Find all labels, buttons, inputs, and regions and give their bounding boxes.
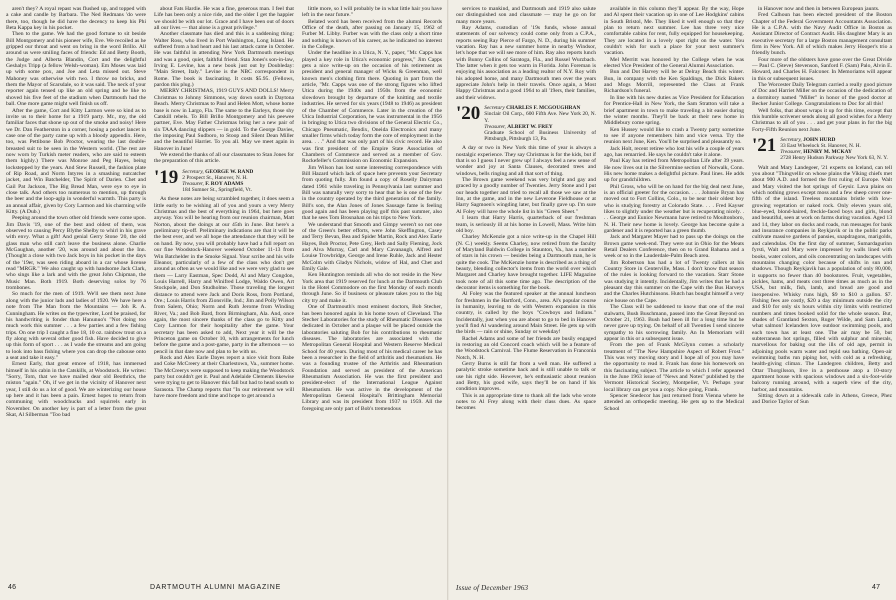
paragraph: We understand that Smooth and Gimpy weren't so not one of the Green's better efforts, were John Skeffington, Casey and Terry Bevan, Bea and Spider Martin, Rock and Alex Earle Hayes, Bob Proctor, Pete Grey, Herb and Sally Fleming, Jock and Alva Murray, Carl and Mary Cavanaugh, Alfred and Louise Trowbridge, George and Irene Ruhle, Jack and Hester McColm with Gladys Nichols, widow of Hal, and Chet and Emily Gale.	[302, 221, 442, 273]
col4-body	[456, 6, 596, 101]
secretary-name: JOHN HURD	[803, 136, 836, 143]
secretary-address: Sinclair Oil Corp., 600 Fifth Ave. New York 20, N. Y.	[484, 111, 596, 124]
paragraph: Ken Huntington reminds all who do not reside in the New York area that 1919 reserved for lunch at the Dartmouth Club in the Hotel Commodore on the first Monday of each month through June. So if business or pleasure takes you to the big city try and make it.	[302, 272, 442, 304]
column-2	[154, 6, 294, 580]
secretary-role: Secretary,	[780, 136, 802, 143]
page-number-left: 46	[8, 584, 17, 591]
page-number-right: 47	[872, 584, 881, 591]
paragraph: little more, so I will probably be in what little hair you have left in the near future."	[302, 6, 442, 19]
col5-body	[604, 6, 744, 412]
paragraph: The Worcester Daily Telegram carried a really good picture of Doc and Harriet Miller on the occasion of the dedication of a dormitory named "Miller" in honor of the good doctor at Becker Junior College. Congratulations to Doc for all this!	[752, 82, 892, 108]
paragraph: This is an appropriate time to thank all the lads who wrote notes to Al Frey along with their class dues. As space becomes	[456, 392, 596, 412]
class-year: '21	[752, 134, 777, 156]
class-1919-header	[154, 166, 294, 194]
class-1920-header	[456, 105, 596, 142]
paragraph: The Class will be saddened to know that one of the real stalwarts, Bush Buschmann, passed into the Great Beyond on October 21, 1963. Bush had been ill for a long time but he never gave up trying. On behalf of all Twenties I send sincere sympathy to his sorrowing family. An In Memoriam will appear in this or a subsequent issue.	[604, 304, 744, 342]
paragraph: Then to the game. We had the good fortune to sit beside Bill Montgomery and his pioneer wife, Eve. We recoiled as he gripped our throat and went on bring in the word Brillo. All around us were smiling faces of friends: Ed and Betty Booth, the Judge and Alberta Blandin, Cort and the delightful Geshalys Tripp (a fellow Welsh-woman). Em Moses was laid up with some pox, and Joe and Leta missed out. Steve Mahoney was otherwise with two. I throw no bricks, and them the Mayor of Scarsdale, so it was said. The neck of your reporter again tensed up like an old spring and he like to shoved his five feet of the stadium when Dartmouth had the ball. One more game might well finish us off.	[6, 31, 146, 108]
paragraph: Mel Merritt was honored by the College when he was elected Vice President of the General Alumni Association.	[604, 56, 744, 70]
paragraph: As these notes are being scrambled together, it does seem a little early to be wishing all of you and yours a very Merry Christmas and the best of everything in 1964, but here goes anyway. You will be hearing from our reunion chairman, Matt Norton, about the doings at our 45th in June. But here's a preliminary tip-off. Preliminary indications are that it will be the best ever, and we all hope the attendance that they will be on hand. By now, you will probably have had a full report on our fine Woodstock-Hanover weekend October 11-13 from Win Batchelder in the Smoke Signal. Your scribe and his wife Eleanor, particularly of a few of the class who don't get around as often as we would like and we were very glad to see them — Larry Eastman, Spec Dodd, Al and Mary Congdon, Louis Harrell, Harry and Winifred Lodge, Waldo Owen, Art Stockpole, and Don Studholme. Those traveling the longest distance to attend were Jack and Doris Ross, from Portland, Ore.; Louis Harris from Zionsville, Ind.; Jim and Polly Wilson from Salem, Ohio; Norm and Ruth Jerome from Winding River, Va.; and Bob Bard, from Birmingham, Ala. And, once again, the most sincere thanks of the class go to Kitty and Cory Larmon for their hospitality after the game. Your secretary has been asked to add, Next year it will be the Princeton game on October 10, with arrangements for lunch before the game and a post-game, party in the afternoon — so pencil in that date now and plan to be with us.	[154, 196, 294, 355]
paragraph: Rock and Alex Earle Dayes report a nice visit from Babe and Coke McCreery at their Charlestown, Va., summer home. The McCreerys were supposed to keep making the Woodstock party but couldn't get it. Paul and Adelaide Clements likewise were trying to get to Hanover this fall but had to head south to Sarasota. The Champ reports that "In our retirement we will have more freedom and time and hope to get around a	[154, 355, 294, 400]
paragraph: Charley McKenzie got a nice write-up in the Chapel Hill (N. C.) weekly. Seems Charley, now retired from the faculty of Maryland Baldwin College in Staunton, Va., has a number of stars in his crown — besides being a Dartmouth man, he is quite the cook. The McKenzie home is described as a thing of beauty, blending collector's items from the world over which Margaret and Charley have brought together. LIFE Magazine took note of all this some time ago. The description of the decorator items is something for the book.	[456, 234, 596, 291]
paragraph: After the game, Cort and Kitty Larmon were so kind as to invite us to their home for a 1919 party. Mr., my, the old familiar faces that shone up out of the smoke and noisy! Here we Dr. Dan Featherston in a corner, hosing a pocket lancet in case one of the party came up with a bloody appendix. Here, too, was Pettibone Bob Proctor, wearing the last double-breasted suit to be seen in the Western world. (The rest are now worn by Turkish meter readers, who are said to esteem them highly.) There was Monroe and Peg Hayes, being lockstepped by the years. And Stew Russell, the fashion plate of Rip Road, and Norm Intyres in a smashing nutcatcher jacket, and Win Batchelder, The Spirit of Darien. Chet and Gail Pat Jackson, The Big Bread Man, were eye to eye in close talk. And others too numerous to mention, up through the beer and the loop-agip in wonderful warmth. This party is an annual affair, given by Cory Larmon and his charming wife Kitty. (A Dub.)	[6, 107, 146, 215]
paragraph: Belated word has been received from the alumni Records Office of the death, after passing on January 15, 1962 of Furber M. Libby. Furber was with the class only a short time and nothing is known of his career, as he indicated no interest in the College.	[302, 18, 442, 51]
paragraph: I learn that Harry Harris, quarterback of our freshman team, is seriously ill at his home in Lowell, Mass. Write him old boy.	[456, 215, 596, 234]
treasurer-name: ALBERT W. FREY	[507, 123, 553, 130]
paragraph: We extend the thanks of all our classmates to Stan Jones for the preparation of this article.	[154, 151, 294, 165]
paragraph: Paul Kay has retired from Metropolitan Life after 39 years. He now lives out in the Silvermine section of Norwalk, Conn. His new home makes a delightful picture. Paul lines. He adds up for grandchildren.	[604, 158, 744, 184]
paragraph: Ken Hussey would like to crash a Twenty party sometime to see if anyone remembers him and vice versa. Try the reunion next June, Ken. You'll be surprised and pleasantly so.	[604, 126, 744, 146]
column-4	[456, 6, 596, 580]
paragraph: aren't they? A royal repast was flushed up, and topped with a cake and candle by Barbara. The Ned Redmans 'do were there, too, though he did have the decency to keep his Phi Beta Kappa key in his pocket.	[6, 6, 146, 32]
paragraph: Well folks, that about wraps it up for this time, except that this humble scrivener sends along all good wishes for a Merry Christmas to all of you . . . and get your plans in for the big Forty-Fifth Reunion next June.	[752, 107, 892, 133]
treasurer-address: 2728 Henry Hudson Parkway New York 63, N. Y.	[780, 155, 888, 162]
paragraph: available in this column they'll appear. By the way, Hope and Al spent their vacation up in one of Lee Hodgkins' cabins in South Bristol, Me. They liked it well enough so that they plan to return next summer. Lee has three very nice comfortable cabins for rent, fully equipped for housekeeping. They are located in a lovely spot right on the water. You couldn't wish for such a place for your next summer's vacation.	[604, 6, 744, 57]
treasurer-role: Treasurer,	[182, 181, 204, 187]
paragraph: In line with his new duties as Vice President for Education for Prentice-Hall in New York, the Sam Stratton will take a brief apartment in town to make traveling a bit easier during the winter months. They'll be back at their new home in Middlebury come spring.	[604, 94, 744, 127]
paragraph: Jim Wilson has lost some interesting correspondence with Bill Hazard which lack of space here prevents your Secretary from quoting fully. Jim found a copy of Roselly Dairyman dated 1961 while traveling in Pennsylvania last summer and Bill was naturally very sorry to hear that he is one of the few in the country operated by the third generation of the family. Bill's son, the Alan Jones of Jones Sausage fame is feeling good again and has been playing golf this past summer, also that he sees Tom Brosnahan on his trips to New York.	[302, 164, 442, 222]
col4b-body	[456, 145, 596, 411]
treasurer-address: 184 Sumner St., Springfield, Vt.	[182, 187, 252, 194]
col6b-body	[752, 165, 892, 406]
paragraph: MERRY CHRISTMAS, 1919 GUYS AND DOLLS! Merry Christmas to Johnny Simmons, way down south in Daytona Beach. Merry Christmas to Paul and Helen Mott, whose home base is now in Largo, Fla. The same to the Earleys, those shy Catskill rebels. To Bill Brillo Montgomery and his peewee partner, Eve. May Father Christmas bring her a new pair of six TAAA dancing slippers — in gold. To the George Davies, the imposing Paul Sudboro, to Stoop and Silent Dean Miller and the beautiful Harriet. To you all. May we meet again in Hanover in June!	[154, 88, 294, 152]
secretary-name: GEORGE W. RAND	[205, 168, 254, 175]
column-6	[752, 6, 892, 580]
secretary-name: CHARLES F. MCGOUGHRAN	[506, 105, 581, 112]
paragraph: Jim Robertson has had a lot of Twenty callers at his Country Store in Centerville, Mass. I don't know that season of the rules is looking forward to the vacation. Starr Stone was studying it intently. Incidentally, Jim writes that he had a pleasant day this summer on the Cape with the Bus Harveys and the Charles Hutchinsons. Hutch has bought himself a very nice house on the Cape.	[604, 259, 744, 304]
secretary-address: 33 East Wheelock St. Hanover, N. H.	[780, 143, 861, 150]
paragraph: about Fats Hardie. He was a fine, generous man. I feel that Life has been only a nice ride, and the older I get the happier we should be with our lot. Grace and I have been out of doors all our lives — that alone is a great privilege."	[154, 6, 294, 32]
page-gutter	[447, 0, 449, 600]
col2-body	[154, 6, 294, 165]
paragraph: So much for the men of 1919. We'll see them next June along with the junior lads and ladies of 1920. We have here a note from The Man from the Mountains — Joh R. A. Cunningham. He writes on the typewriter, Lord be praised, for his handwriting is fonder than Hanunuo's "Not doing too much work this summer . . . a few parties and a few fishing trips. On one trip I caught a fine 18, 10 oz. rainbow trout on a fly along with several other good fish. Have decided to give up this form of sport . . . as I wade the streams and am going to look into bass fishing where you can drop the cabouse onto a seat and take it easy."	[6, 291, 146, 361]
paragraph: Sitting down at a sidewalk cafe in Athens, Greece, Phez and Dorice Taylor of Sun	[752, 393, 892, 406]
paragraph: Jack Holt, recent retiree who lost his wife a couple of years ago, has remarried. He says he couldn't take it alone.	[604, 145, 744, 158]
paragraph: Peeping around the town other old friends were come upon. Jim Davis '19, one of the best and oldest of them, was observed to causing Percy Blythe Shelby to whirl in his grave with envy. What a gift! And genial Gerry Stone '20, the old glass man who still can't leave the business alone. Charlie McGaughan, another '20, was around and about the Inn. (Thought a close with two Jack boys in his pocket in the days of the '19er, was seen riding aboard in a car whose license read "MRGR." We also caught up with handsome Jack Clark, who sings like a lark and with the great John Chipman, the Music Man. Both 1919. Both deserving solos by 76 trombones.	[6, 215, 146, 292]
col3-body	[302, 6, 442, 412]
paragraph: Gerry Burns is still far from a well man. He suffered a paralytic stroke sometime back and is still unable to talk or use his right side. However, he's enthusiastic about reunion and Betty, his good wife, says they'll be on hand if his condition improves.	[456, 361, 596, 393]
paragraph: Bun and Dot Harvey will be at Delray Beach this winter. Bun, in company with the Ken Spaldings, the Dick Bakers and Mogs Morrill, represented the Class at Frank Richardson's funeral.	[604, 69, 744, 95]
paragraph: From the pen of Frank McGlynn comes a scholarly treatment of "The New Hampshire Aspect of Robert Frost." This was very moving story and I hope all of you may have the opportunity to read it. Frank has done his homework on this fascinating subject. The article to which I refer appeared in the June 1963 issue of "News and Notes" published by the Vermont Historical Society, Montpelier, Vt. Perhaps your local library can get you a copy. Nice going, Frank.	[604, 342, 744, 393]
secretary-role: Secretary,	[182, 168, 204, 175]
treasurer-name: F. ROY ADAMS	[205, 181, 244, 187]
secretary-role: Secretary	[484, 105, 505, 112]
paragraph: Fred Calhoun has been elected president of the Boston Chapter of the Federal Government Accountants Association. He is a C.P.A. with the Navy Audit Office in Boston as Assistant Director of Contract Audit. His daughter Mary is an executive secretary for a large Boston management consultant firm in New York. All of which makes Jerry Hooper's trio a friendly bunch.	[752, 12, 892, 57]
col6-body	[752, 6, 892, 133]
paragraph: Phil Gross, who will be on hand for the big deal next June, is an official greeter for the occasion. . . . Johnnie Bryan has moved out to Fort Collins, Colo., to be near their oldest boy who is studying forestry at Colorado State. . . . Fred Kayser likes to slightly under the weather but is recuperating nicely. . . . George and Eunice Newmann have retired to Moultonboro, N. H. Their new home is lovely. George has become quite a gardener and it is reported has a green thumb.	[604, 183, 744, 235]
paragraph: services to mankind, and Dartmouth and 1919 also salute our distinguished son and classmate — may he go on for many more years.	[456, 6, 596, 25]
paragraph: A day or two in New York this time of year is always a nostalgic experience. They say Christmas is for the kids, but if that is so I guess I never grew up! I always feel a new sense of wonder and joy at Santa Clauses, decorated trees and windows, bells ringing and all that sort of thing.	[456, 145, 596, 177]
treasurer-role: Treasurer,	[484, 123, 506, 130]
issue-date: Issue of December 1963	[456, 584, 529, 592]
col2b-body	[154, 196, 294, 399]
paragraph: in Hanover now and then in between European jaunts.	[758, 6, 880, 12]
paragraph: Ray Adams, custodian of '19s funds, whose annual statements of our solvency could come only from a C.P.A., reports seeing Ray Pierce of Fargo, N. D., during his summer vacation. Ray has a new summer home in nearby Windsor, let's hope that we will see more of him. Ray also reports lunch with Bunny Collins of Saratoga, Fla., and Russel Wurzbach. The latter when it gets too warm in Florida. John Foreman is enjoying his association as a leading realtor of N.Y. Roy with his adopted home, and many Dartmouth men over the years appreciate John's help in their travels. Once again, a Most Happy Christmas and a good 1964 to all '19ers, their families, and their widows.	[456, 25, 596, 101]
paragraph: Al Foley was the featured speaker at the annual luncheon for freshmen in the Hartford, Conn., area. Al's popular course in humanity, leaving to do with Western expansion in this country, is called by the boys "Cowboys and Indians." Incidentally, just when you are about to go to bed in Hanover you'll find Al wandering around Main Street. He gets up with the birds — rain or shine, Sunday or weekday!	[456, 291, 596, 336]
paragraph: Jack and Margaret Mayer had to pass up the doings on the Brown game week-end. They were out in Ohio for the Meats Retail Dealers Conference, then on to Grand Bahama and a week or so in the Lauderdale-Palm Beach area.	[604, 234, 744, 260]
paragraph: One of Dartmouth's most eminent doctors, Bob Stecher, has been honored again in his home town of Cleveland. The Stecher Laboratories for the study of Rheumatic Diseases was dedicated in October and a plaque will be placed outside the laboratories saluting Bob for his contributions to rheumatic diseases. The laboratories are associated with the Metropolitan General Hospital and Western Reserve Medical School for 40 years. During most of his medical career he has been a researcher in the field of arthritis and rheumatism. He was a founding trustee of the Arthritis and Rheumatism Foundation and served as president of the American Rheumatism Association. He was the first president and president-elect of the International League Against Rheumatism. He was active in the development of the Metropolitan General Hospital's Brittingham Memorial Library and was its president from 1937 to 1959. All the foregoing are only part of Bob's tremendous	[302, 304, 442, 412]
paragraph: Another classmate has died and this is a saddening thing: Walter Ross, who lived in Port Washington, Long Island. He suffered from a bad heart and his last attack came in October. He was faithful in attending New York Dartmouth meetings and was a good, quiet, faithful friend. Stan Jones's son-in-law, Irving E. Levine, has a new book just out by Doubleday: "Main Street, Italy." Levine is the NBC correspondent in Rome. The book is fascinating. It costs $5.95. (Fellows, pardon this plug.)	[154, 31, 294, 89]
treasurer-name: HENRY M. MCKAY	[803, 149, 852, 156]
class-year: '19	[154, 166, 179, 188]
column-5	[604, 6, 744, 580]
class-1921-header	[752, 134, 892, 162]
magazine-name: DARTMOUTH ALUMNI MAGAZINE	[150, 584, 282, 591]
paragraph: The Brown game weekend was very bright and gay and graced by a goodly number of Twenties. Jerry Stone and I put our heads together and tried to recall all those we saw at the Inn, at the game, and in the new Leverone Fieldhouse or at Harry Sagmoen's wingding later, but finally gave up. I'm sure Al Foley will have the whole list in his "Green Sheet."	[456, 177, 596, 215]
column-3	[302, 6, 442, 580]
class-year: '20	[456, 103, 481, 125]
secretary-address: 2 Prospect St., Hanover, N. H.	[182, 174, 248, 181]
paragraph: Four more of the oldsters have gone over the Great Divide — Paul C. (Steve) Stevenson, Sanford F. (Sam) Palo, Alvin E. Howard, and Charles H. Falconer. In Memoriams will appear in this or subsequent issues.	[752, 56, 892, 82]
paragraph: Walt and Mary Landegeer, '21 experts on Iceland, can tell you about "Thingvellir on whose plains the Viking chiefs met about 900 A.D. and formed the first ruling of Europe. Walt and Mary visited the hot springs of Geysir. Lava plains on which nothing grows except moss and a few sheep cover one-fifth of the island. Treeless mountains bristle with low-growing vegetation or naked rock. Only eleven years old, blue-eyed, blond-haired, freckle-faced boys and girls, blond and beautiful, seen at work on farms during vacation. Aged 13 and 14, they labor on docks and roads, run messages for bank and insurance companies in Reykjavik or in the public parks cultivate massive gardens of pansies, snapdragons, marigolds, and calendulas. On the first day of summer, Sumardagurinn fyrsti, Walt and Mary were impressed by walls lined with books, water colors, and oils concentrating on landscapes with mountains changing color because of shifts in sun and shadows. Though Reykjavik has a population of only 80,000, it supports no fewer than 40 bookstores. Fruit, vegetables, pickles, hams, and meats cost three times as much as in the USA, but milk, fish, lamb, and bread are good and inexpensive. Whisky runs high, $9 to $10 a gallon. $7. Fishing fees are costly, $20 a day minimum outside the city and $10 for only six hours within city limits with restricted numbers and times booked solid for the whole season. But, shades of Grantland Sexton, Ruger Wilde, and Sam Lamb, what salmon! Icelanders love outdoor swimming pools, and each town has at least one. The air may be 50, but subterranean hot springs, filled with sulphur and minerals, marvellous for baking out the ills of old age, permit in adjoining pools warm water and tepid sea bathing. Open-air swimming baths run piping hot, with cold as a refreshing, health-giving climax. The Landegren children, Betty and Ottar Thorgilsson, live in a penthouse atop a 10-story apartment house with spacious windows and a six-foot-wide balcony running around, with a superb view of the city, harbor, and mountains.	[752, 164, 892, 393]
treasurer-address: Graduate School of Business University of Pittsburgh, Pittsburgh 13, Pa.	[484, 129, 596, 143]
column-1	[6, 6, 146, 580]
paragraph: Spencer Snedecor has just returned from Vienna where he attended an orthopedic meeting. He gets up to the Medical School	[604, 392, 744, 412]
col1-body	[6, 6, 146, 418]
paragraph: Ernest Early, that great emcee of 1918, has immersed himself in his cabin in the Catskills, at Woodstock. He writes: "Sorry, Tom, that we have mailed dear old Beothrics, the miston "again." Oh, if we get in the vicinity of Hanover next year, I still do us a lot of good. We are winterizing our house up here and it has been a pain. Ernest hopes to return from communing with woodchucks and squirrels early in November. On another key is part of a letter from the great Skat, Al Silberman "Too bad	[6, 361, 146, 418]
treasurer-role: Treasurer,	[780, 149, 802, 156]
paragraph: Under the headline in a Utica, N. Y., paper, "Mr. Capps has played a key role in Utica's economic progress," Jim Capps gets a nice write-up on the occasion of his retirement as president and general manager of Wicks & Greenman, well known men's clothing firm there. Quoting in part from the article, "Mr. Capps was one of the strong figures who lifted Utica during the 1940s and 1950s from the economic slowdown brought by departure of the knitting and textile industries. He served for six years (1948 to 1946) as president of the Chamber of Commerce. Later in the creation of the Utica Industrial Corporation, he was instrumental in the 1956 in bringing to Utica two divisions of the General Electric Co., Chicago Pneumatic, Bendix, Oneida Electronics and many smaller firms which today form the core of employment in the area. . . ." And that was only part of his civic record. He also was first president of the Empire State Association of Chambers of Commerce and served as a member of Gov. Rockefeller's Commission on Economic Expansion.	[302, 50, 442, 165]
paragraph: Rachel Adams and some of her friends are busily engaged in restoring an old Concord coach which will be a feature of the Woodstock Carnival. The Flume Reservation in Franconia Notch, N. H.	[456, 335, 596, 361]
